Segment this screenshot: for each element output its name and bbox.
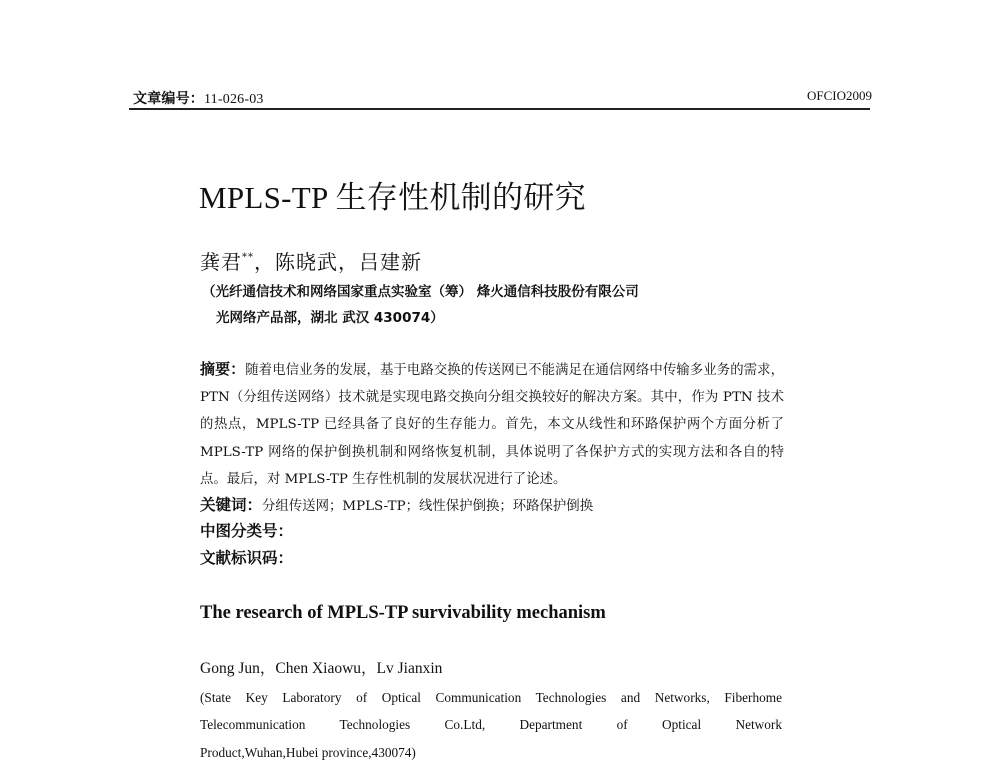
- abstract-label: 摘要：: [200, 360, 246, 378]
- conference-code: OFCIO2009: [806, 88, 872, 103]
- article-number: [133, 88, 264, 108]
- affiliation-cn-line1: （光纤通信技术和网络国家重点实验室（筹） 烽火通信科技股份有限公司: [202, 284, 639, 300]
- article-number-value: 11-026-03: [204, 92, 264, 107]
- document-code: [200, 546, 293, 568]
- document-code-label: 文献标识码：: [200, 549, 294, 567]
- article-number-label: 文章编号：: [133, 92, 204, 107]
- english-authors: Gong Jun，Chen Xiaowu，Lv Jianxin: [200, 660, 443, 677]
- english-affiliation-line2: Telecommunication Technologies Co.Ltd, Department of Optical Network: [200, 717, 782, 733]
- corresponding-mark: **: [242, 252, 254, 263]
- authors-cn: [200, 246, 422, 275]
- other-authors: ，陈晓武，吕建新: [254, 250, 422, 274]
- english-affiliation-line1: (State Key Laboratory of Optical Communication Technologies and Networks, Fiberhome: [200, 690, 782, 705]
- english-title: The research of MPLS-TP survivability mechanism: [200, 603, 606, 623]
- abstract: [200, 356, 784, 493]
- keywords-label: 关键词：: [200, 496, 263, 514]
- header-rule: [129, 108, 870, 110]
- keywords-text: 分组传送网；MPLS-TP；线性保护倒换；环路保护倒换: [262, 499, 594, 514]
- keywords: [200, 492, 593, 520]
- first-author: 龚君: [200, 250, 242, 274]
- affiliation-cn: [202, 279, 639, 331]
- affiliation-cn-line2: 光网络产品部，湖北 武汉 430074）: [216, 310, 444, 326]
- abstract-text: 随着电信业务的发展，基于电路交换的传送网已不能满足在通信网络中传输多业务的需求，PTN（分组传送网络）技术就是实现电路交换向分组交换较好的解决方案。其中，作为 PTN 技术的热点，MPLS-TP 已经具备了良好的生存能力。首先，本文从线性和环路保护两个方面分析了 MPLS-TP 网络的保护倒换机制和网络恢复机制，具体说明了各保护方式的实现方法和各自的特点。最后，对 MPLS-TP 生存性机制的发展状况进行了论述。: [200, 363, 784, 487]
- clc-number-label: 中图分类号：: [200, 522, 294, 540]
- english-affiliation: [200, 684, 782, 766]
- paper-title: MPLS-TP 生存性机制的研究: [199, 180, 586, 215]
- english-affiliation-line3: Product,Wuhan,Hubei province,430074): [200, 744, 416, 760]
- clc-number: [200, 519, 293, 541]
